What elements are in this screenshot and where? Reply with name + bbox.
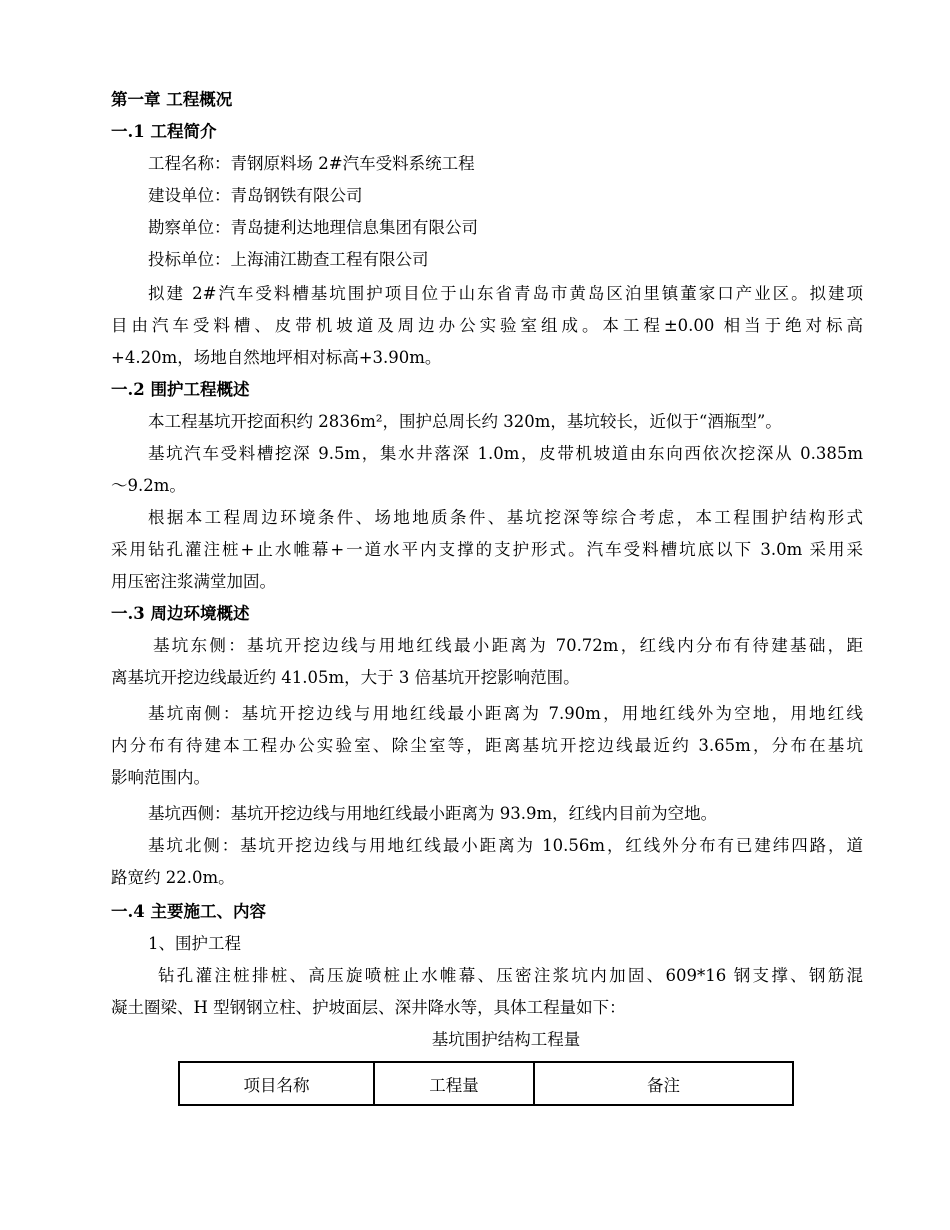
paragraph-line: 工程名称：青钢原料场 2#汽车受料系统工程: [148, 154, 475, 173]
paragraph-line: 钻孔灌注桩排桩、高压旋喷桩止水帷幕、压密注浆坑内加固、609*16 钢支撑、钢筋混: [158, 966, 863, 985]
paragraph-line: 基坑汽车受料槽挖深 9.5m，集水井落深 1.0m，皮带机坡道由东向西依次挖深从 0.385m: [148, 444, 863, 463]
paragraph-line: 本工程基坑开挖面积约 2836m²，围护总周长约 320m，基坑较长，近似于“酒瓶型”。: [148, 412, 782, 431]
section-title: 一.2 围护工程概述: [111, 380, 250, 399]
paragraph-line: 拟建 2#汽车受料槽基坑围护项目位于山东省青岛市黄岛区泊里镇董家口产业区。拟建项: [148, 284, 863, 303]
chapter-title: 第一章 工程概况: [111, 90, 233, 109]
paragraph-line: 凝土圈梁、H 型钢钢立柱、护坡面层、深井降水等，具体工程量如下：: [111, 998, 626, 1017]
paragraph-line: 基坑南侧：基坑开挖边线与用地红线最小距离为 7.90m，用地红线外为空地，用地红线: [148, 704, 863, 723]
paragraph-line: 离基坑开挖边线最近约 41.05m，大于 3 倍基坑开挖影响范围。: [111, 668, 580, 687]
paragraph-line: 1、围护工程: [148, 934, 241, 953]
paragraph-line: 内分布有待建本工程办公实验室、除尘室等，距离基坑开挖边线最近约 3.65m，分布在基坑: [111, 736, 863, 755]
paragraph-line: 采用钻孔灌注桩+止水帷幕+一道水平内支撑的支护形式。汽车受料槽坑底以下 3.0m 采用采: [111, 540, 863, 559]
table-header-cell: 备注: [534, 1062, 793, 1105]
table-header-cell: 项目名称: [179, 1062, 374, 1105]
section-title: 一.3 周边环境概述: [111, 604, 250, 623]
paragraph-line: 投标单位：上海浦江勘查工程有限公司: [148, 250, 429, 269]
paragraph-line: 路宽约 22.0m。: [111, 868, 235, 887]
paragraph-line: ～9.2m。: [111, 476, 186, 495]
paragraph-line: 勘察单位：青岛捷利达地理信息集团有限公司: [148, 218, 478, 237]
paragraph-line: 用压密注浆满堂加固。: [111, 572, 276, 591]
table-header-cell: 工程量: [374, 1062, 534, 1105]
paragraph-line: 建设单位：青岛钢铁有限公司: [148, 186, 363, 205]
section-title: 一.4 主要施工、内容: [111, 902, 266, 921]
paragraph-line: 基坑东侧：基坑开挖边线与用地红线最小距离为 70.72m，红线内分布有待建基础，距: [153, 636, 863, 655]
paragraph-line: 目由汽车受料槽、皮带机坡道及周边办公实验室组成。本工程±0.00 相当于绝对标高: [111, 316, 863, 335]
section-title: 一.1 工程简介: [111, 122, 217, 141]
paragraph-line: +4.20m，场地自然地坪相对标高+3.90m。: [111, 348, 442, 367]
quantity-table: [178, 1061, 794, 1106]
paragraph-line: 基坑北侧：基坑开挖边线与用地红线最小距离为 10.56m，红线外分布有已建纬四路，道: [148, 836, 863, 855]
paragraph-line: 根据本工程周边环境条件、场地地质条件、基坑挖深等综合考虑，本工程围护结构形式: [148, 508, 863, 527]
table-header-row: [179, 1062, 793, 1105]
paragraph-line: 基坑西侧：基坑开挖边线与用地红线最小距离为 93.9m，红线内目前为空地。: [148, 804, 718, 823]
paragraph-line: 影响范围内。: [111, 768, 210, 787]
table-caption: 基坑围护结构工程量: [431, 1030, 581, 1049]
